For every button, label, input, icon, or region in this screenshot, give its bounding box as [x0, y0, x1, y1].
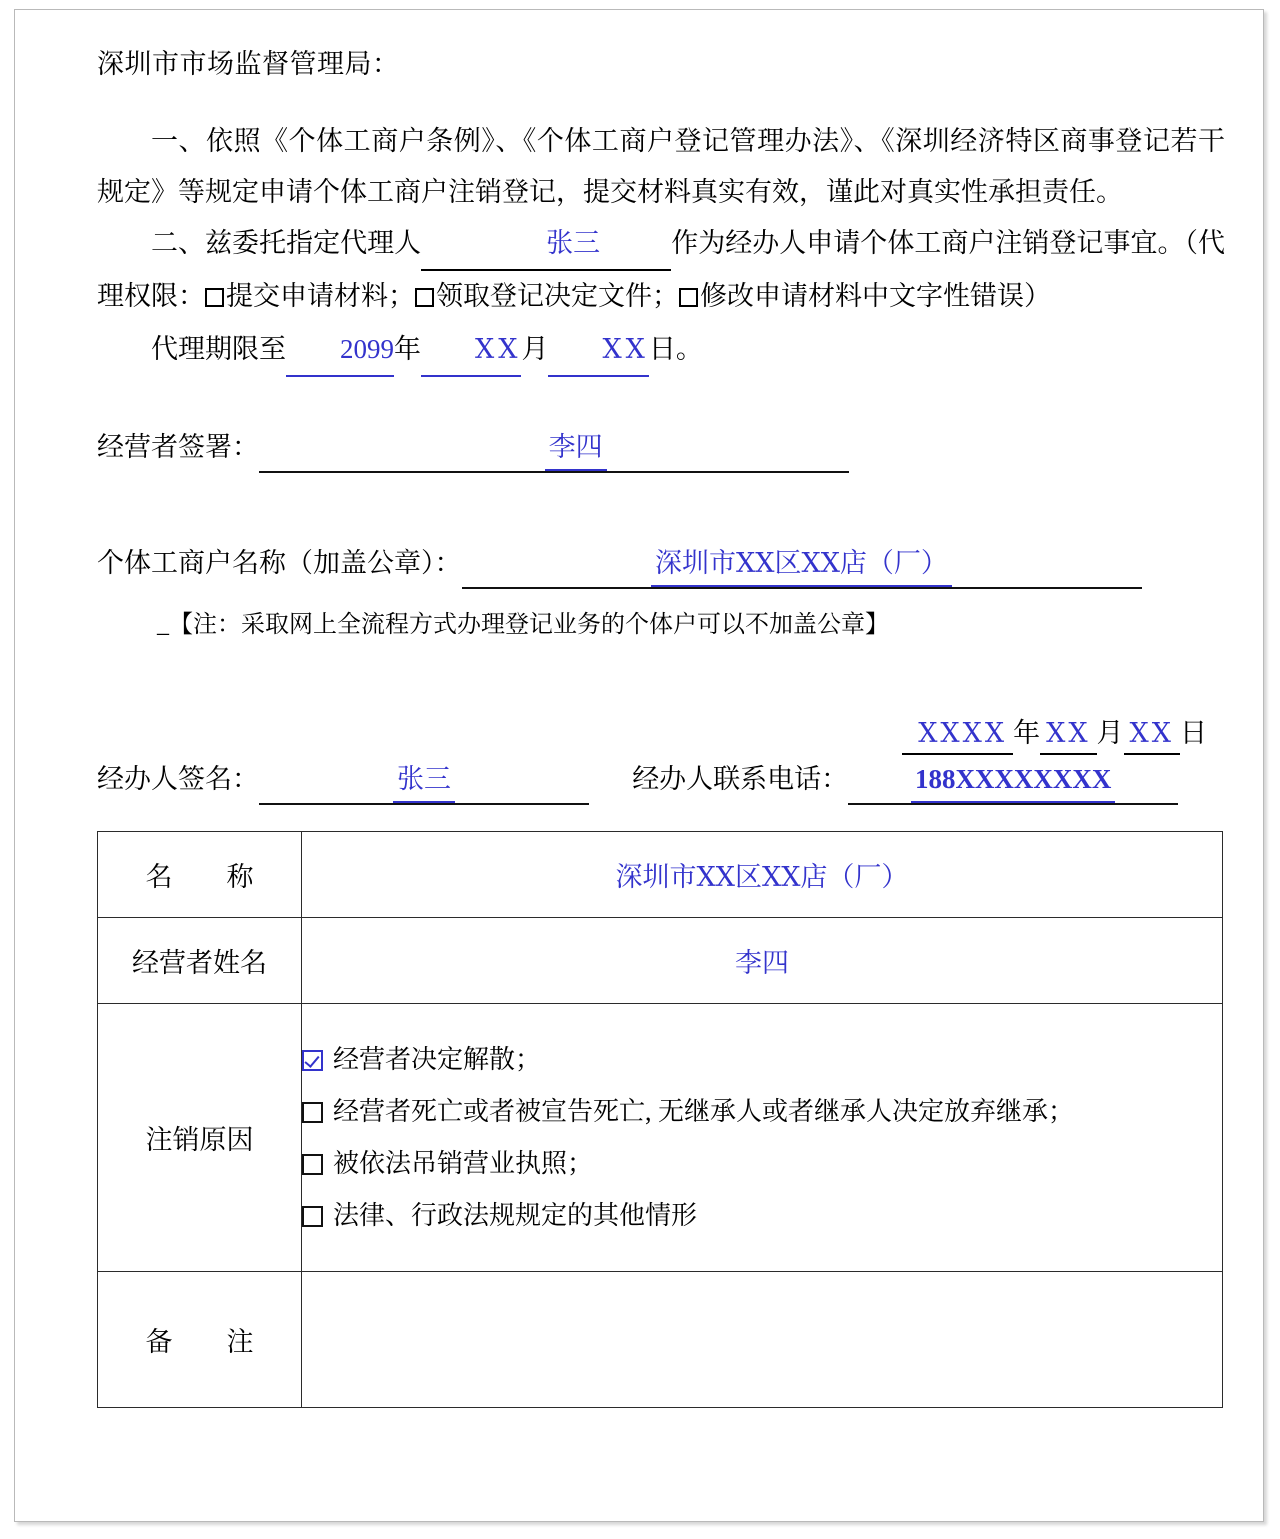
reasons-cell	[302, 1004, 1223, 1272]
term-month-unit: 月	[521, 334, 549, 364]
handler-signature-label: 经办人签名：	[97, 764, 259, 794]
business-name-label: 个体工商户名称（加盖公章）：	[97, 548, 462, 578]
row-value-name[interactable]: 深圳市ⅩⅩ区ⅩⅩ店（厂）	[302, 832, 1223, 918]
date-day-field[interactable]: ⅩⅩ	[1124, 713, 1180, 755]
row-label-operator: 经营者姓名	[98, 918, 302, 1004]
registration-table	[97, 831, 1223, 1408]
document-page	[14, 9, 1264, 1522]
row-value-remark[interactable]	[302, 1272, 1223, 1408]
reason-option-1[interactable]	[302, 1034, 1222, 1086]
business-name-value[interactable]: 深圳市ⅩⅩ区ⅩⅩ店（厂）	[651, 541, 952, 587]
operator-signature-row	[97, 425, 1225, 473]
table-row-remark	[98, 1272, 1223, 1408]
business-name-row	[97, 541, 1225, 589]
date-year-unit: 年	[1013, 718, 1041, 748]
reason-option-3[interactable]	[302, 1138, 1222, 1190]
operator-signature-label: 经营者签署：	[97, 432, 259, 462]
document-content	[97, 42, 1225, 1408]
term-month-field[interactable]: ⅩⅩ	[421, 324, 521, 377]
checkbox-empty-icon[interactable]	[302, 1102, 323, 1123]
table-row-reasons	[98, 1004, 1223, 1272]
date-month-field[interactable]: ⅩⅩ	[1040, 713, 1096, 755]
checkbox-empty-icon[interactable]	[302, 1154, 323, 1175]
reason-label-3: 被依法吊销营业执照；	[333, 1148, 594, 1178]
scope-label-1: 提交申请材料；	[226, 281, 415, 311]
term-year-unit: 年	[394, 334, 421, 364]
table-row-name	[98, 832, 1223, 918]
handler-phone-label: 经办人联系电话：	[632, 764, 849, 794]
addressee-line: 深圳市市场监督管理局：	[97, 49, 400, 79]
reason-label-1: 经营者决定解散；	[333, 1044, 542, 1074]
agent-name-field[interactable]: 张三	[421, 218, 671, 271]
checkbox-collect-documents[interactable]	[415, 288, 434, 307]
checkbox-empty-icon[interactable]	[302, 1206, 323, 1227]
row-label-reasons: 注销原因	[98, 1004, 302, 1272]
table-row-operator	[98, 918, 1223, 1004]
scope-label-3: 修改申请材料中文字性错误）	[700, 281, 1051, 311]
date-day-unit: 日	[1180, 718, 1207, 748]
date-month-unit: 月	[1096, 718, 1124, 748]
handler-signature-value[interactable]: 张三	[393, 757, 455, 803]
date-year-field[interactable]: ⅩⅩⅩⅩ	[902, 713, 1013, 755]
handler-phone-value[interactable]: 188XXXXXXXX	[911, 757, 1116, 803]
checkbox-correct-typos[interactable]	[679, 288, 698, 307]
handler-row	[97, 757, 1225, 805]
reason-label-4: 法律、行政法规规定的其他情形	[333, 1200, 698, 1230]
paragraph-one: 一、依照《个体工商户条例》、《个体工商户登记管理办法》、《深圳经济特区商事登记若干规定》等规定申请个体工商户注销登记，提交材料真实有效，谨此对真实性承担责任。	[97, 126, 1225, 207]
checkbox-checked-icon[interactable]	[302, 1050, 323, 1071]
term-day-unit: 日。	[648, 334, 703, 364]
row-label-remark: 备 注	[98, 1272, 302, 1408]
agency-term-line	[97, 324, 1225, 377]
term-prefix: 代理期限至	[151, 334, 286, 364]
operator-signature-value[interactable]: 李四	[545, 425, 607, 471]
row-label-name: 名 称	[98, 832, 302, 918]
seal-note: _【注：采取网上全流程方式办理登记业务的个体户可以不加盖公章】	[157, 612, 889, 638]
paragraph-two	[97, 218, 1225, 322]
reason-option-4[interactable]	[302, 1190, 1222, 1242]
checkbox-submit-materials[interactable]	[205, 288, 224, 307]
scope-label-2: 领取登记决定文件；	[436, 281, 679, 311]
row-value-operator[interactable]: 李四	[302, 918, 1223, 1004]
term-day-field[interactable]: ⅩⅩ	[548, 324, 648, 377]
term-year-field[interactable]: 2099	[286, 324, 394, 377]
date-line	[97, 713, 1225, 755]
paragraph-two-prefix: 二、兹委托指定代理人	[151, 228, 422, 258]
paragraph-two-suffix: 作为经办人申请个体工商户注销登记事宜。（代理权限：	[97, 228, 1226, 311]
reason-label-2: 经营者死亡或者被宣告死亡, 无继承人或者继承人决定放弃继承；	[333, 1096, 1075, 1126]
reason-option-2[interactable]	[302, 1086, 1222, 1138]
